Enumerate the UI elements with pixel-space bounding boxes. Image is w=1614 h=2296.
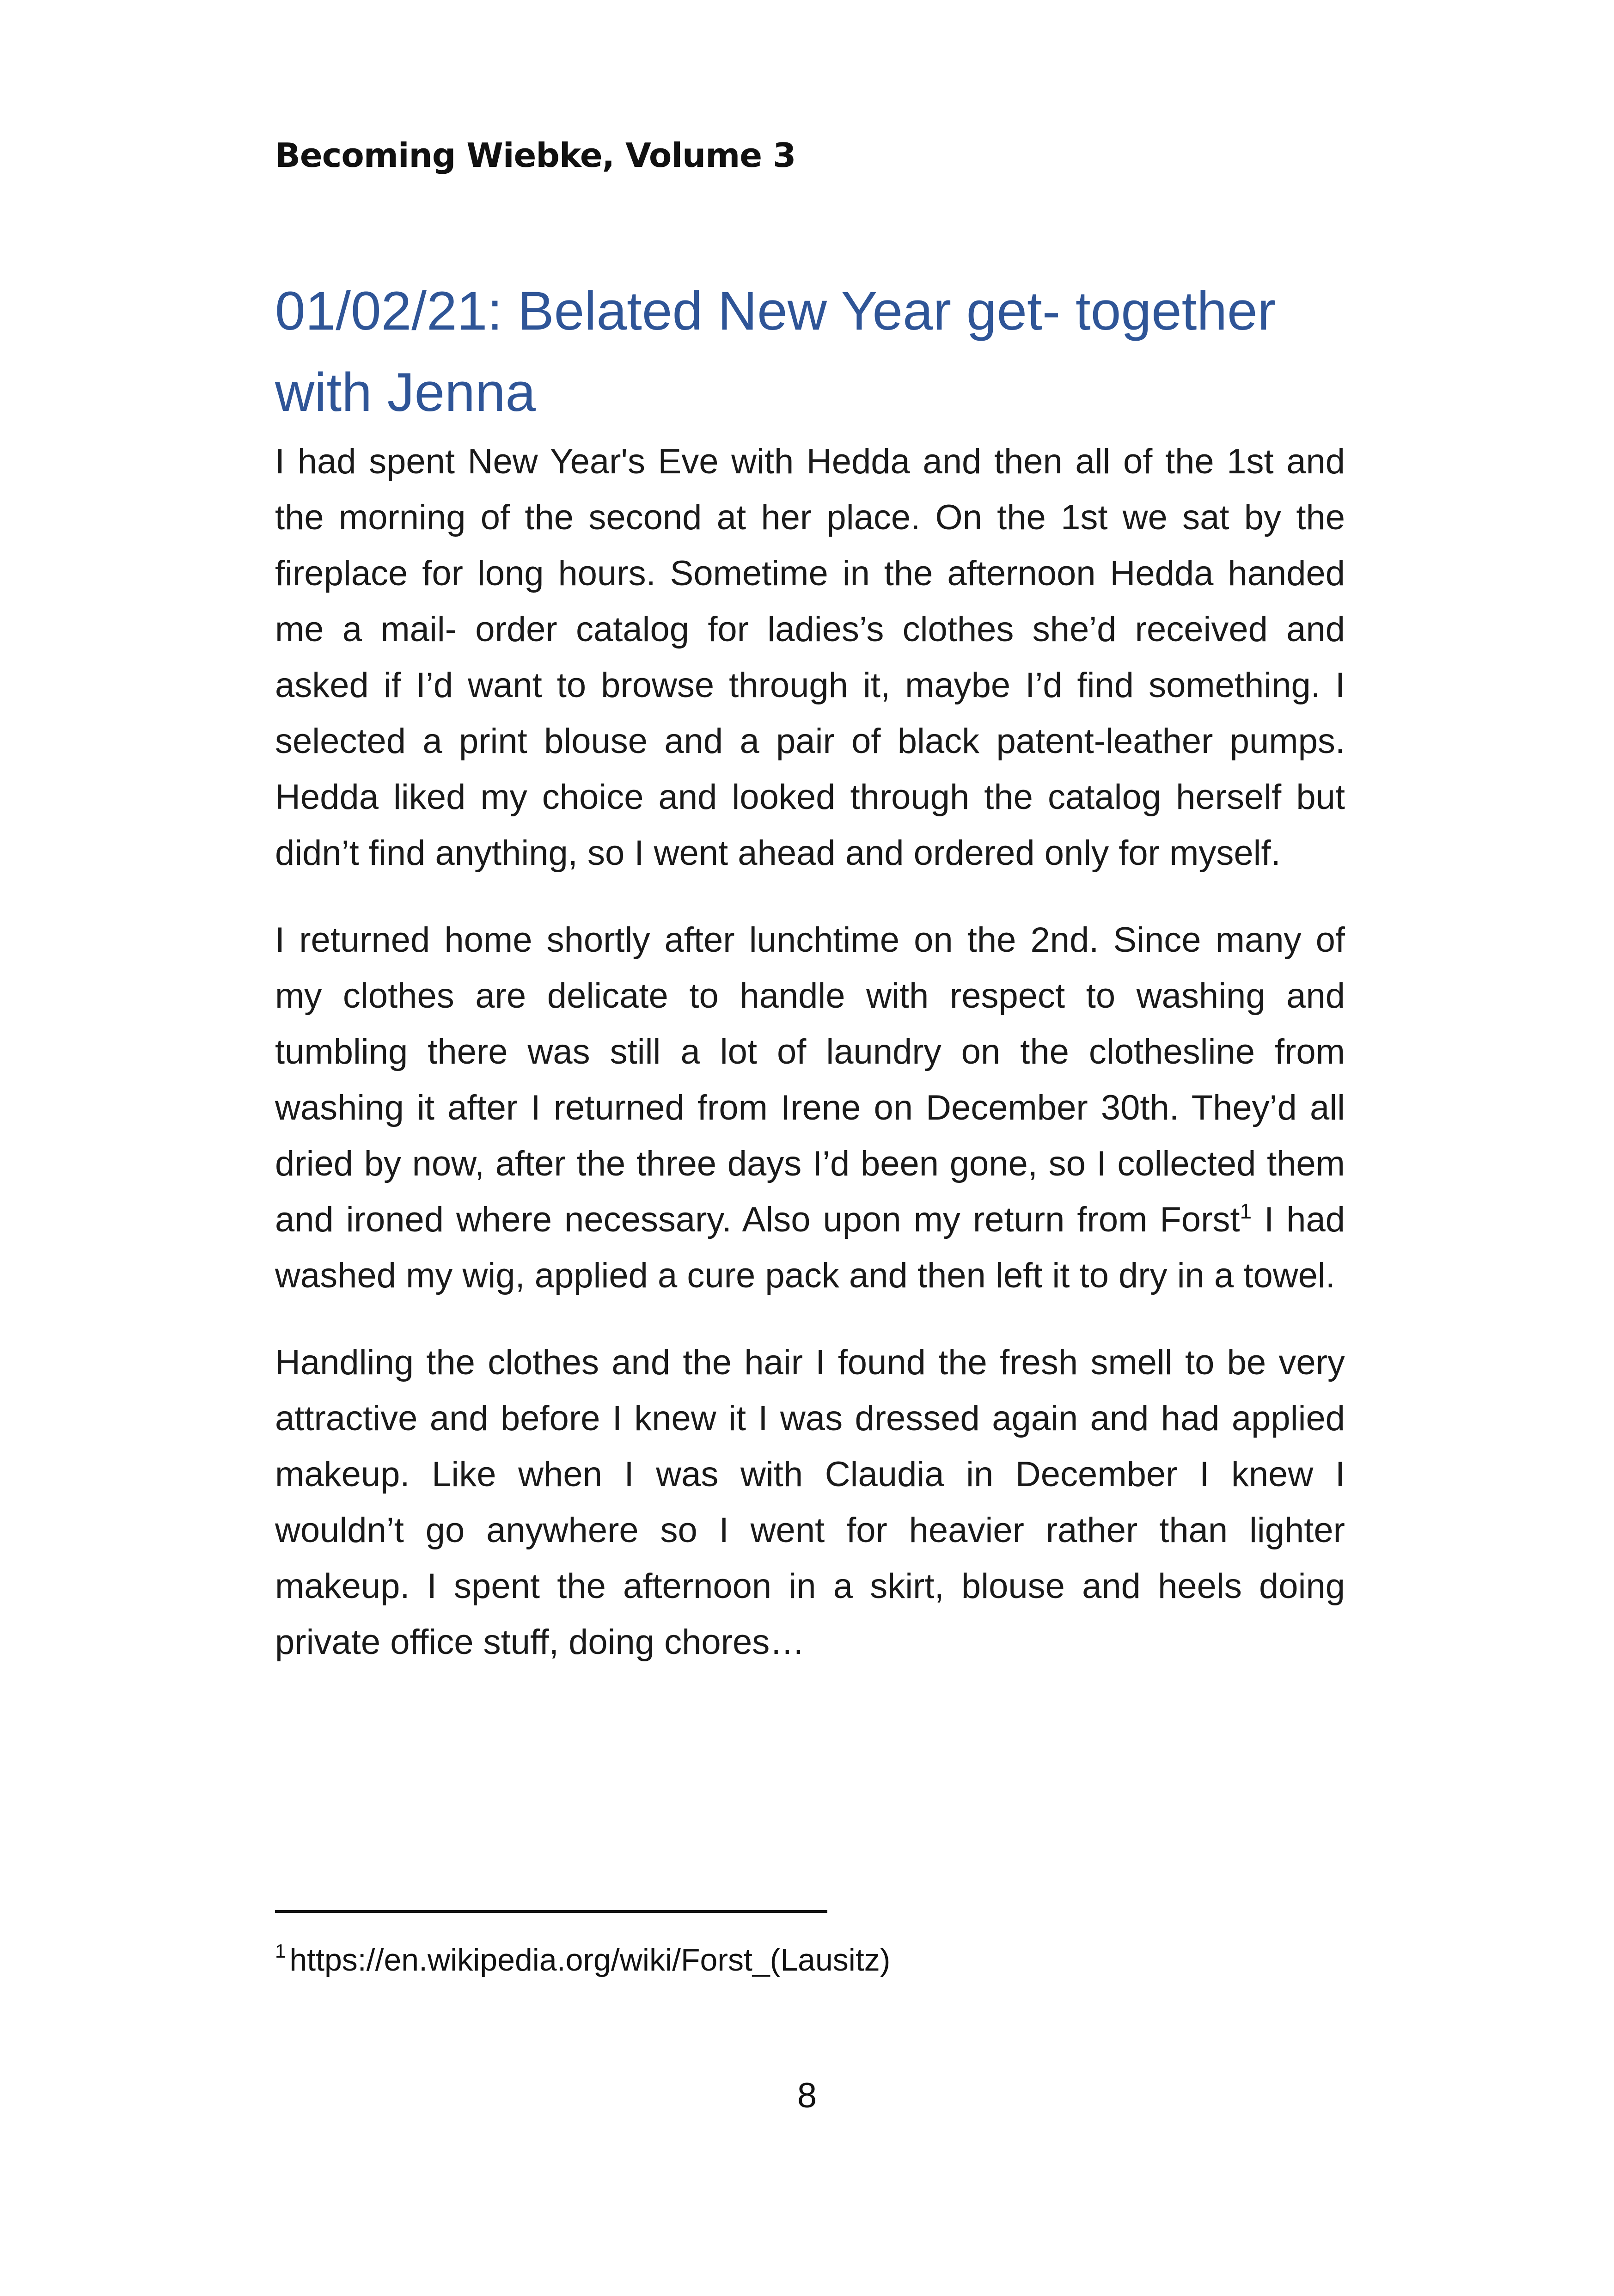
chapter-title: 01/02/21: Belated New Year get- together with Jenna (275, 281, 1276, 423)
footnote-separator (275, 1910, 827, 1913)
paragraph-2-part-2: I had washed my wig, applied a cure pack and then left it to dry in a towel. (275, 1200, 1345, 1295)
running-head: Becoming Wiebke, Volume 3 (275, 136, 796, 175)
footnote-link[interactable]: https://en.wikipedia.org/wiki/Forst_(Lausitz) (289, 1942, 891, 1978)
page-number: 8 (797, 2076, 817, 2115)
paragraph-3: Handling the clothes and the hair I found the fresh smell to be very attractive and before I knew it I was dressed again and had applied makeup. Like when I was with Claudia in December I knew I wouldn’t go anywhere so I went for heavier rather than lighter makeup. I spent the afternoon in a skirt, blouse and heels doing private office stuff, doing chores… (275, 1343, 1345, 1662)
paragraph-2-part-1: I returned home shortly after lunchtime on the 2nd. Since many of my clothes are delicate to handle with respect to washing and tumbling there was still a lot of laundry on the clothesline from washing it after I returned from Irene on December 30th. They’d all dried by now, after the three days I’d been gone, so I collected them and ironed where necessary. Also upon my return from Forst (275, 920, 1345, 1239)
footnote-reference[interactable]: 1 (1240, 1199, 1252, 1223)
body-text (275, 434, 1345, 1701)
footnote (275, 1939, 890, 1981)
paragraph-1: I had spent New Year's Eve with Hedda and then all of the 1st and the morning of the second at her place. On the 1st we sat by the fireplace for long hours. Sometime in the afternoon Hedda handed me a mail- order catalog for ladies’s clothes she’d received and asked if I’d want to browse through it, maybe I’d find something. I selected a print blouse and a pair of black patent-leather pumps. Hedda liked my choice and looked through the catalog herself but didn’t find anything, so I went ahead and ordered only for myself. (275, 442, 1345, 873)
paragraph-2 (275, 912, 1345, 1304)
footnote-mark: 1 (275, 1940, 286, 1962)
